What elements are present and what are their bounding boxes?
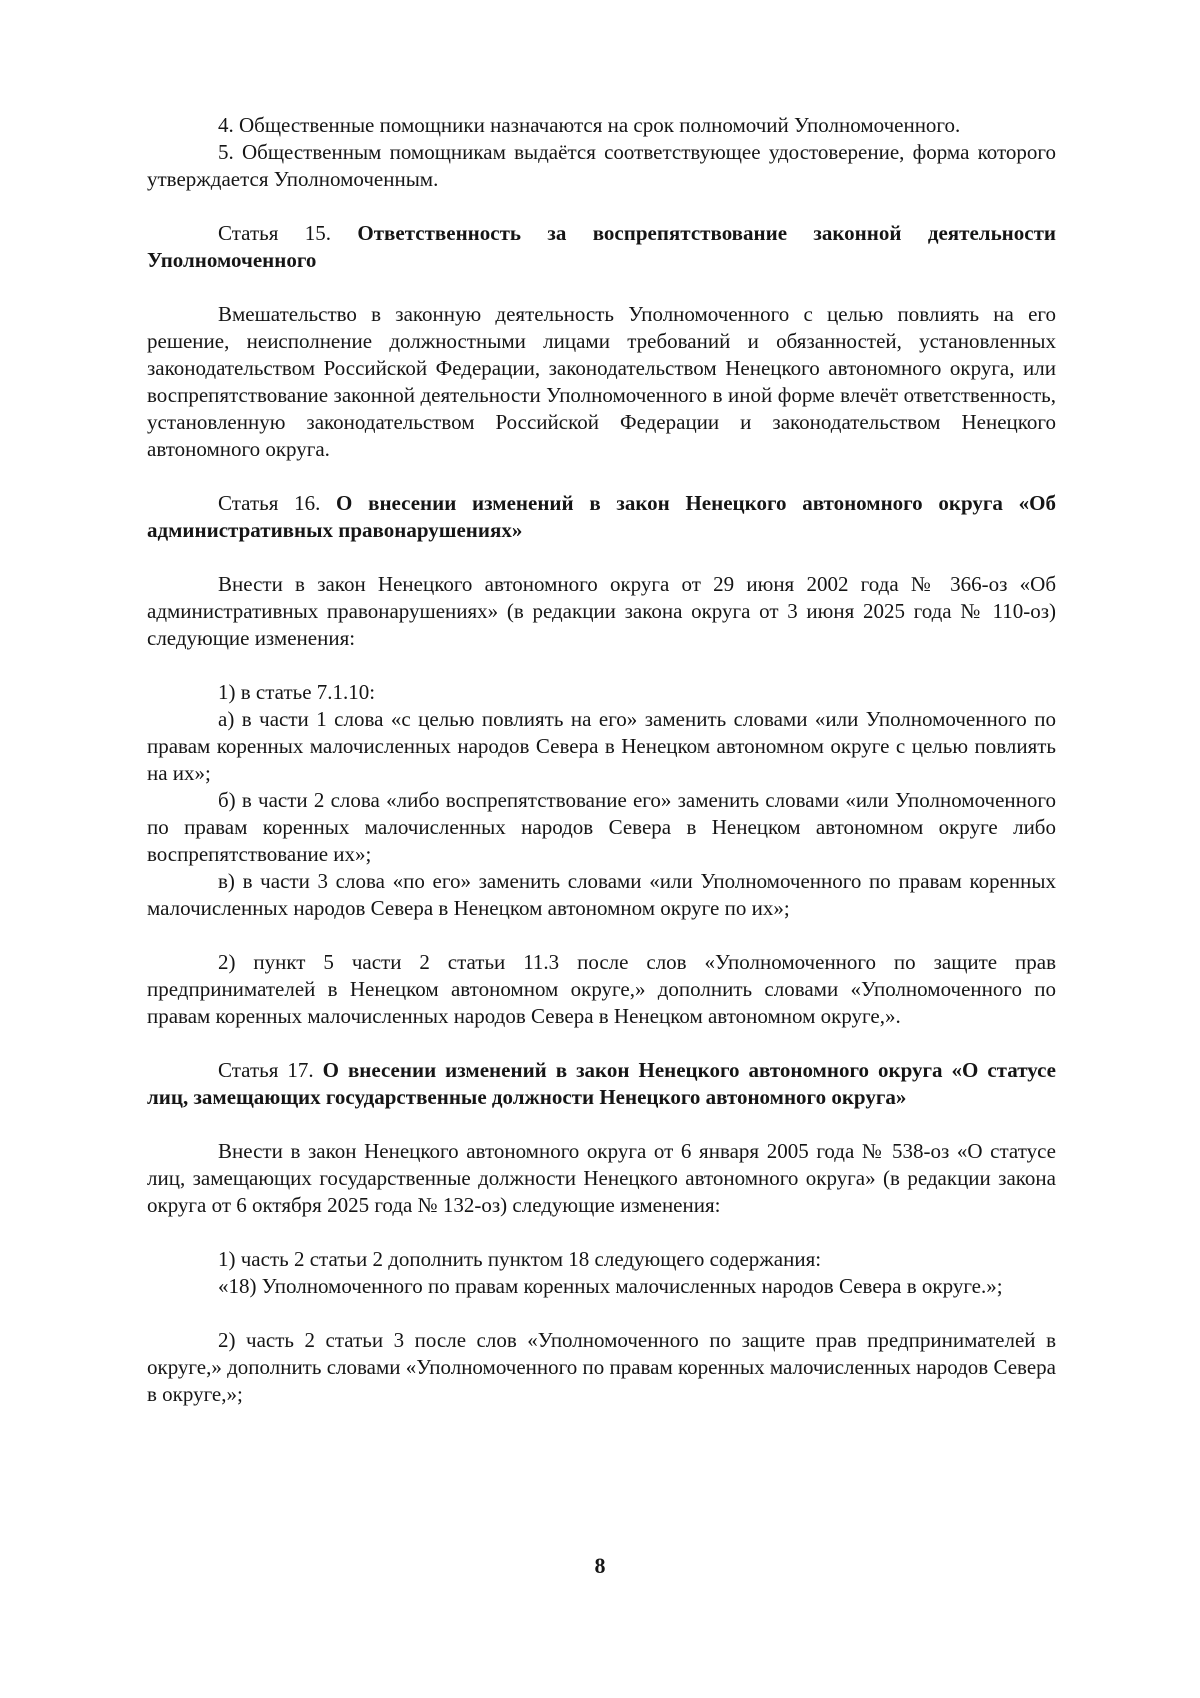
article-17-item-2: 2) часть 2 статьи 3 после слов «Уполномоченного по защите прав предпринимателей в округе,» дополнить словами «Уполномоченного по правам коренных малочисленных народов Севера в округе,»; (147, 1328, 1056, 1406)
article-17-heading (147, 1057, 1056, 1111)
article-17-title: О внесении изменений в закон Ненецкого автономного округа «О статусе лиц, замещающих государственные должности Ненецкого автономного округа» (147, 1058, 1056, 1109)
article-17-number: Статья 17. (218, 1058, 314, 1082)
paragraph-public-assistants-term: 4. Общественные помощники назначаются на срок полномочий Уполномоченного. (218, 113, 961, 137)
paragraph-public-assistants-certificate: 5. Общественным помощникам выдаётся соответствующее удостоверение, форма которого утверждается Уполномоченным. (147, 140, 1056, 191)
article-17-item-1: 1) часть 2 статьи 2 дополнить пунктом 18 следующего содержания: (218, 1247, 822, 1271)
article-16-number: Статья 16. (218, 491, 321, 515)
article-15-heading (147, 220, 1056, 274)
article-16-item-1: 1) в статье 7.1.10: (218, 680, 376, 704)
article-16-item-1b: б) в части 2 слова «либо воспрепятствование его» заменить словами «или Уполномоченного по правам коренных малочисленных народов Севера в Ненецком автономном округе либо воспрепятствование их»; (147, 788, 1056, 866)
article-16-heading (147, 490, 1056, 544)
article-15-number: Статья 15. (218, 221, 331, 245)
article-17-item-1-point-18: «18) Уполномоченного по правам коренных малочисленных народов Севера в округе.»; (218, 1274, 1003, 1298)
article-16-item-1a: а) в части 1 слова «с целью повлиять на его» заменить словами «или Уполномоченного по правам коренных малочисленных народов Севера в Ненецком автономном округе с целью повлиять на их»; (147, 707, 1056, 785)
article-16-item-2: 2) пункт 5 части 2 статьи 11.3 после слов «Уполномоченного по защите прав предпринимателей в Ненецком автономном округе,» дополнить словами «Уполномоченного по правам коренных малочисленных народов Севера в Ненецком автономном округе,». (147, 950, 1056, 1028)
article-16-title: О внесении изменений в закон Ненецкого автономного округа «Об административных правонарушениях» (147, 491, 1056, 542)
article-15-paragraph: Вмешательство в законную деятельность Уполномоченного с целью повлиять на его решение, неисполнение должностными лицами требований и обязанностей, установленных законодательством Российской Федерации, законодательством Ненецкого автономного округа, или воспрепятствование законной деятельности Уполномоченного в иной форме влечёт ответственность, установленную законодательством Российской Федерации и законодательством Ненецкого автономного округа. (147, 302, 1056, 461)
article-16-intro: Внести в закон Ненецкого автономного округа от 29 июня 2002 года № 366-оз «Об административных правонарушениях» (в редакции закона округа от 3 июня 2025 года № 110-оз) следующие изменения: (147, 572, 1056, 650)
article-15-title: Ответственность за воспрепятствование законной деятельности Уполномоченного (147, 221, 1057, 272)
page-number: 8 (594, 1553, 606, 1578)
article-17-intro: Внести в закон Ненецкого автономного округа от 6 января 2005 года № 538-оз «О статусе лиц, замещающих государственные должности Ненецкого автономного округа» (в редакции закона округа от 6 октября 2025 года № 132-оз) следующие изменения: (147, 1139, 1056, 1217)
article-16-item-1c: в) в части 3 слова «по его» заменить словами «или Уполномоченного по правам коренных малочисленных народов Севера в Ненецком автономном округе по их»; (147, 869, 1056, 920)
